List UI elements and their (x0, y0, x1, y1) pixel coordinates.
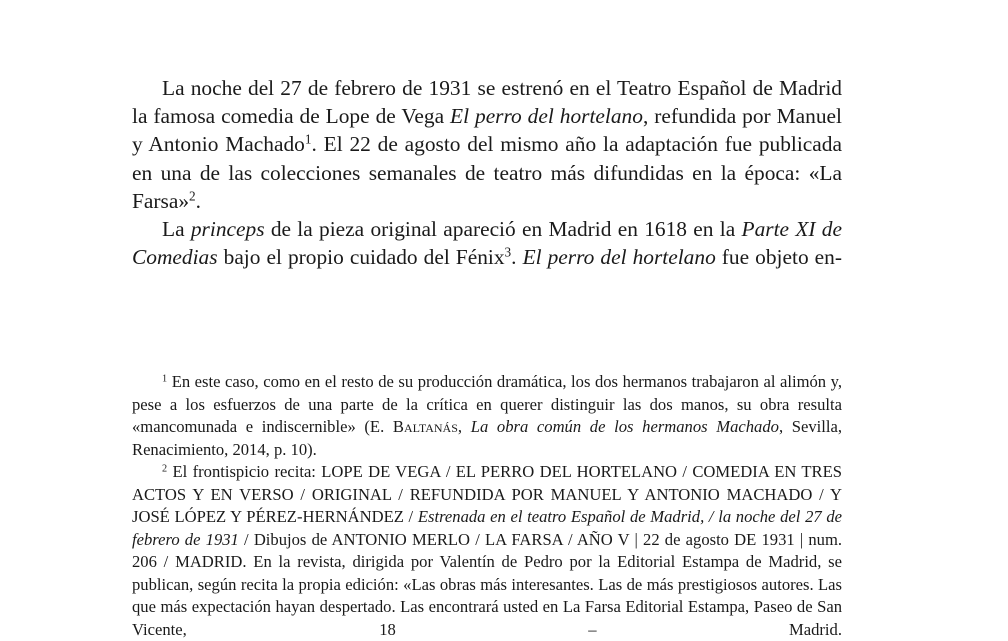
text-run: fue objeto en- (715, 245, 842, 270)
text-run: bajo el propio cuidado del Fénix (217, 245, 505, 270)
footnote-2 (132, 461, 842, 641)
text-run: . El 22 de agosto del mismo año la adaptación fue publicada en una de las colecciones semanales de teatro más difundidas en la época: «La Farsa» (132, 132, 842, 213)
footnotes (132, 371, 842, 641)
footnote-ref-3[interactable]: 3 (504, 244, 512, 260)
text-run: En este caso, como en el resto de su producción dramática, los dos hermanos trabajaron al alimón y, pese a los esfuerzos de una parte de la crítica en querer distinguir las dos manos, su obra resulta «mancomunada e indiscernible» (E. (132, 372, 842, 436)
text-run: El frontispicio recita: LOPE DE VEGA / EL PERRO DEL HORTELANO / COMEDIA EN TRES ACTOS Y EN VERSO / ORIGINAL / REFUNDIDA POR MANUEL Y ANTONIO MACHADO / Y JOSÉ LÓPEZ Y PÉREZ-HERNÁNDEZ / (132, 462, 842, 526)
text-run: La (162, 217, 191, 242)
body-text (132, 74, 842, 271)
footnote-number: 2 (162, 463, 168, 475)
work-title: La obra común de los hermanos Machado (470, 417, 779, 436)
text-run: , refundida por Manuel y Antonio Machado (132, 104, 842, 157)
footnote-1 (132, 371, 842, 461)
footnote-ref-2[interactable]: 2 (189, 188, 196, 204)
footnote-number: 1 (162, 373, 168, 385)
text-run: / Dibujos de ANTONIO MERLO / LA FARSA / AÑO V | 22 de agosto DE 1931 | num. 206 / MADRID. En la revista, dirigida por Valentín de Pedro por la Editorial Estampa de Madrid, se publican, según recita la propia edición: «Las obras más interesantes. Las de más prestigiosos autores. Las que más expectación hayan despertado. Las encontrará usted en La Farsa Editorial Estampa, Paseo de San Vicente, 18 – Madrid. (132, 529, 843, 639)
paragraph-1 (132, 74, 842, 215)
work-title: El perro del hortelano (522, 245, 716, 270)
paragraph-2 (132, 215, 842, 271)
premiere-note: Estrenada en el teatro Español de Madrid, / la noche del 27 de febrero de 1931 (132, 507, 843, 549)
work-title: El perro del hortelano (450, 104, 643, 129)
text-run: . (511, 245, 523, 270)
work-title: Parte XI de Comedias (132, 217, 842, 270)
latin-term: princeps (190, 217, 265, 242)
text-run: , Sevilla, Renacimiento, 2014, p. 10). (132, 417, 842, 459)
text-run: . (195, 188, 202, 213)
text-run: La noche del 27 de febrero de 1931 se estrenó en el Teatro Español de Madrid la famosa comedia de Lope de Vega (132, 76, 842, 129)
footnote-ref-1[interactable]: 1 (304, 132, 312, 148)
text-run: de la pieza original apareció en Madrid en 1618 en la (264, 217, 742, 242)
author-name: Baltanás (392, 417, 458, 436)
text-run: , (457, 417, 471, 436)
